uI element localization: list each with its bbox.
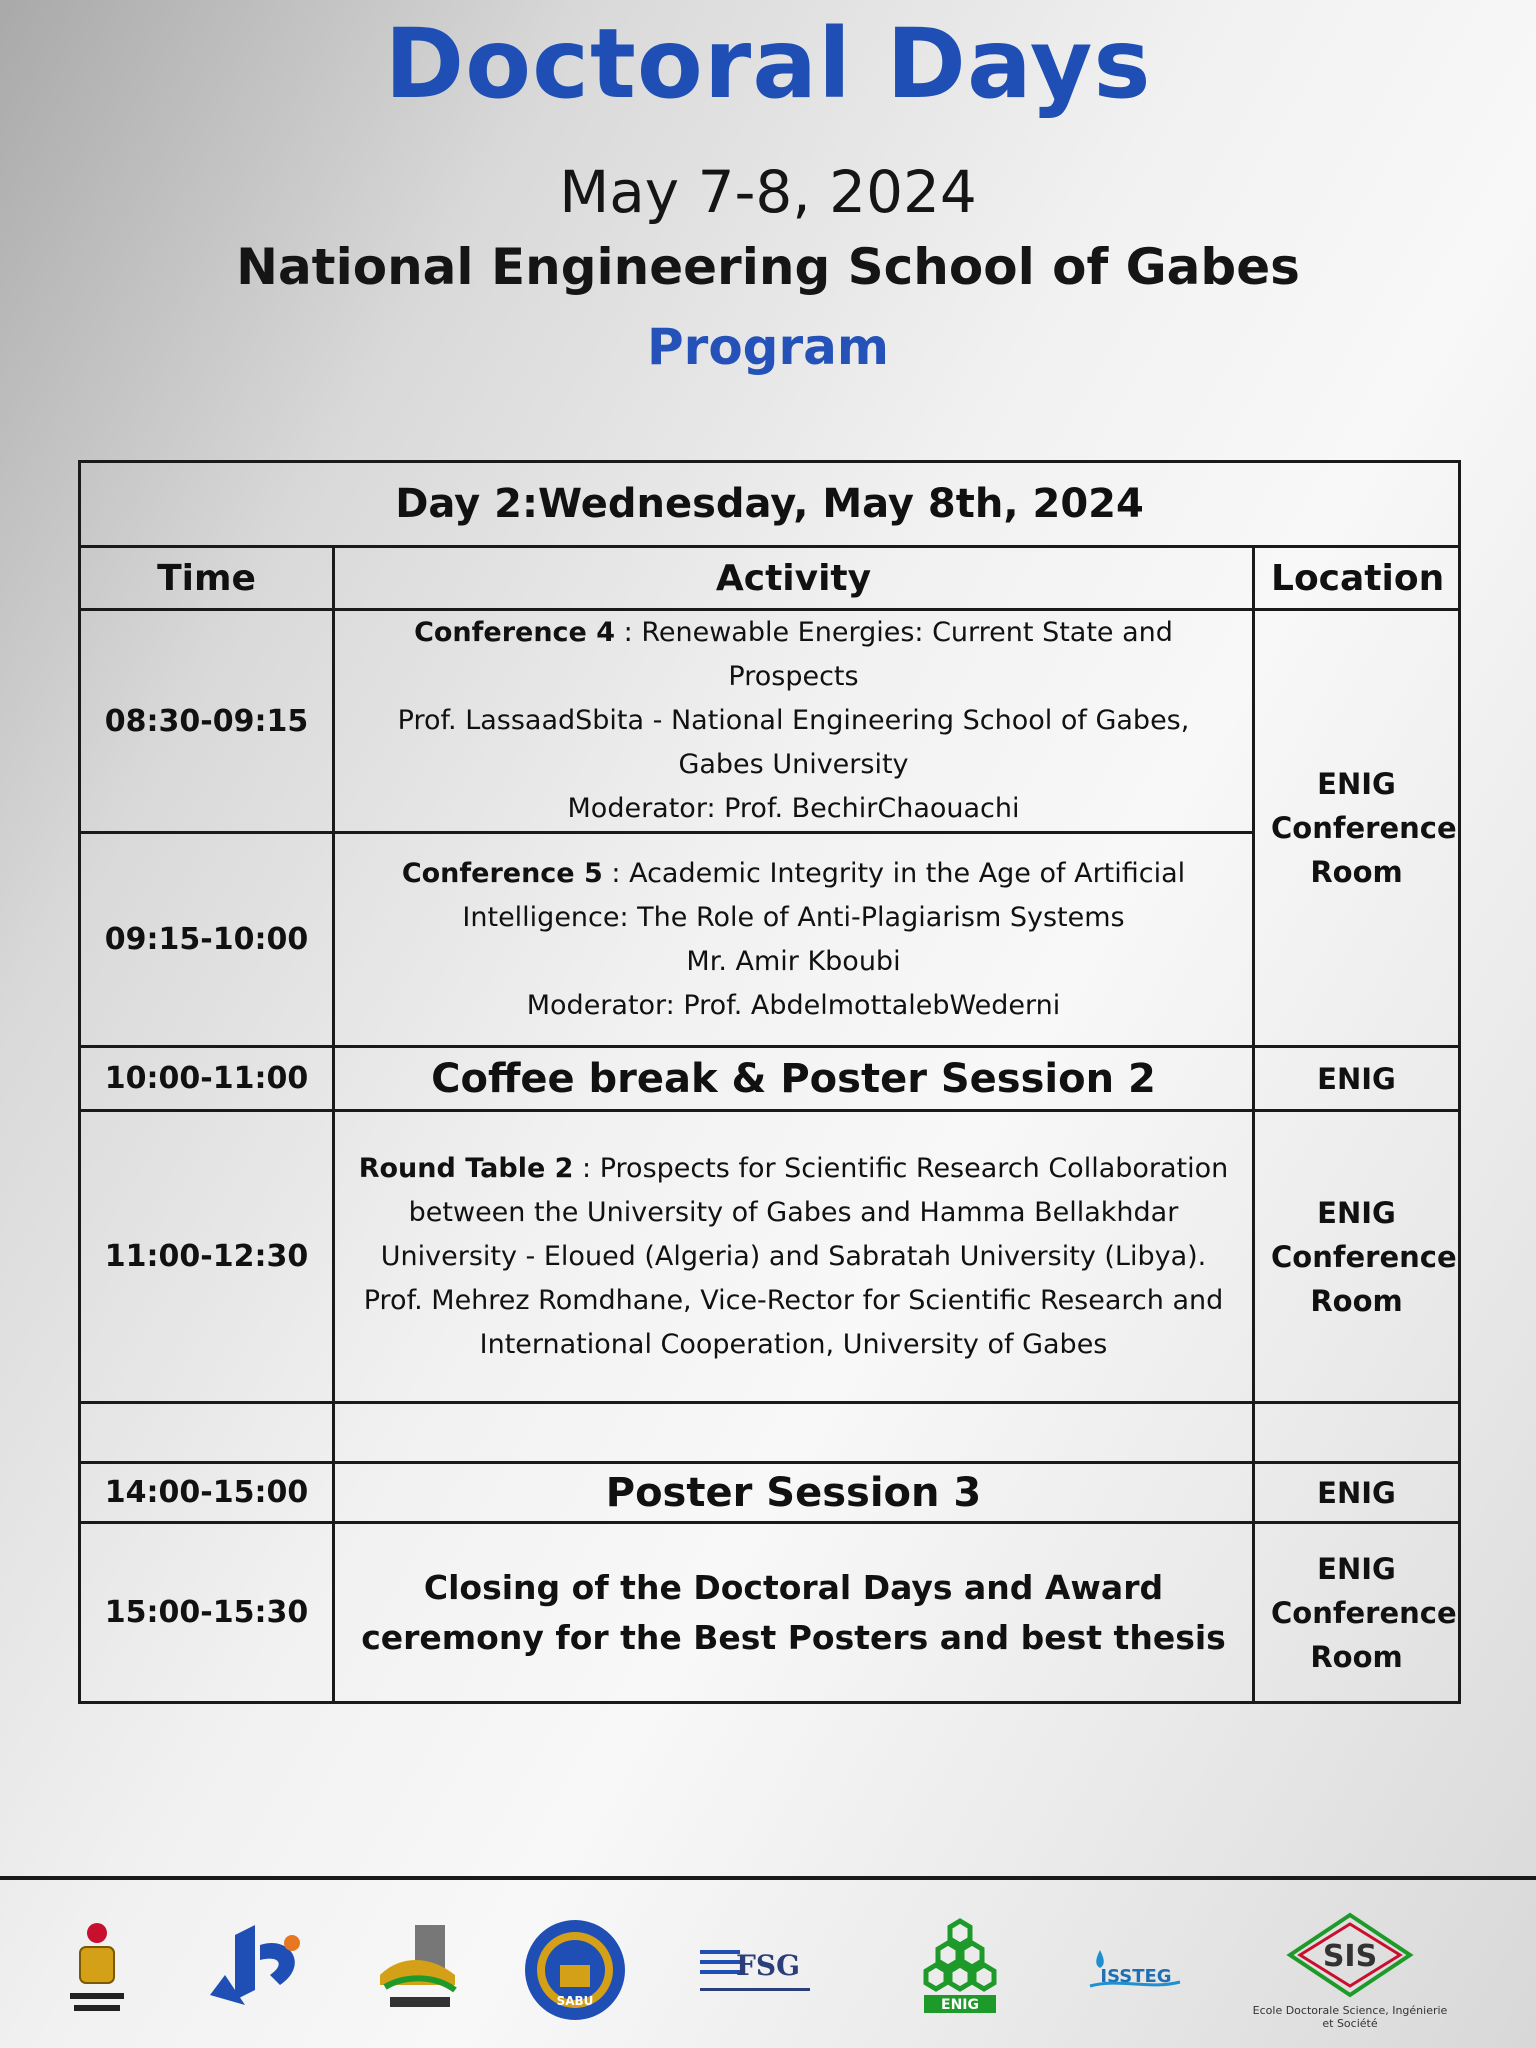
location-line: ENIG	[1317, 1195, 1396, 1230]
sabratah-university-logo	[520, 1900, 630, 2040]
location-line: Conference	[1271, 811, 1457, 845]
activity-cell	[334, 1111, 1254, 1403]
location-line: ENIG	[1317, 767, 1396, 801]
enig-text: ENIG	[941, 1997, 979, 2013]
table-row	[80, 1111, 1460, 1403]
empty-cell	[334, 1403, 1254, 1463]
issteg-text: ISSTEG	[1100, 1966, 1172, 1987]
time-cell: 15:00-15:30	[80, 1523, 334, 1703]
activity-moderator: Moderator: Prof. BechirChaouachi	[567, 793, 1020, 824]
column-header-activity: Activity	[334, 547, 1254, 610]
program-heading: Program	[647, 318, 889, 376]
partner-logos	[0, 1900, 1536, 2040]
university-el-oued-logo	[365, 1900, 475, 2040]
university-el-oued-emblem-icon	[370, 1915, 470, 2025]
time-cell: 09:15-10:00	[80, 833, 334, 1047]
time-cell: 14:00-15:00	[80, 1463, 334, 1523]
fsg-emblem-icon	[690, 1930, 820, 2010]
table-row	[80, 833, 1460, 1047]
location-line: Conference	[1271, 1595, 1457, 1630]
day-title: Day 2:Wednesday, May 8th, 2024	[80, 462, 1460, 547]
location-cell	[1254, 1111, 1460, 1403]
location-cell: ENIG	[1254, 1463, 1460, 1523]
activity-cell: Poster Session 3	[334, 1463, 1254, 1523]
time-cell: 08:30-09:15	[80, 610, 334, 833]
activity-topic: : Academic Integrity in the Age of Artificial Intelligence: The Role of Anti-Plagiarism Systems	[462, 857, 1186, 933]
time-cell: 10:00-11:00	[80, 1047, 334, 1111]
sis-text: SIS	[1322, 1939, 1378, 1974]
activity-cell	[334, 833, 1254, 1047]
activity-moderator: Moderator: Prof. AbdelmottalebWederni	[526, 989, 1061, 1021]
location-line: Room	[1310, 855, 1403, 889]
column-header-time: Time	[80, 547, 334, 610]
sabratah-seal-icon	[520, 1915, 630, 2025]
fsg-text: FSG	[735, 1949, 801, 1982]
event-date: May 7-8, 2024	[559, 158, 977, 226]
footer-divider	[0, 1876, 1536, 1880]
activity-title: Conference 5	[401, 857, 603, 889]
activity-topic: : Renewable Energies: Current State and Prospects	[615, 617, 1173, 692]
table-row	[80, 1047, 1460, 1111]
activity-title: Round Table 2	[358, 1152, 574, 1184]
column-header-row	[80, 547, 1460, 610]
column-header-location: Location	[1254, 547, 1460, 610]
school-name: National Engineering School of Gabes	[236, 238, 1300, 296]
empty-cell	[1254, 1403, 1460, 1463]
location-line: ENIG	[1317, 1551, 1396, 1586]
table-row	[80, 610, 1460, 833]
university-of-gabes-emblem-icon	[200, 1915, 320, 2025]
fsg-logo	[690, 1900, 820, 2040]
activity-speaker: Prof. Mehrez Romdhane, Vice-Rector for Scientific Research and International Cooperation, University of Gabes	[363, 1284, 1224, 1360]
issteg-emblem-icon	[1080, 1930, 1190, 2010]
activity-cell	[334, 610, 1254, 833]
enig-emblem-icon	[910, 1915, 1010, 2025]
day-row	[80, 462, 1460, 547]
location-line: Room	[1310, 1283, 1403, 1318]
enig-logo	[905, 1900, 1015, 2040]
activity-cell: Coffee break & Poster Session 2	[334, 1047, 1254, 1111]
activity-cell: Closing of the Doctoral Days and Award ceremony for the Best Posters and best thesis	[334, 1523, 1254, 1703]
ministry-emblem-icon	[62, 1915, 132, 2025]
table-row	[80, 1523, 1460, 1703]
location-cell	[1254, 1523, 1460, 1703]
empty-row	[80, 1403, 1460, 1463]
activity-title: Conference 4	[414, 617, 616, 648]
location-line: Room	[1310, 1639, 1403, 1674]
sis-logo	[1250, 1900, 1450, 2040]
activity-topic: : Prospects for Scientific Research Collaboration between the University of Gabes and Hamma Bellakhdar University - Eloued (Algeria) and Sabratah University (Libya).	[380, 1152, 1229, 1272]
table-row	[80, 1463, 1460, 1523]
page-title: Doctoral Days	[384, 8, 1152, 120]
location-line: Conference	[1271, 1239, 1457, 1274]
location-cell: ENIG	[1254, 1047, 1460, 1111]
issteg-logo	[1080, 1900, 1190, 2040]
location-cell	[1254, 610, 1460, 1047]
sis-emblem-icon	[1280, 1910, 1420, 2000]
program-table	[78, 460, 1461, 1704]
empty-cell	[80, 1403, 334, 1463]
university-of-gabes-logo	[195, 1900, 325, 2040]
activity-speaker: Mr. Amir Kboubi	[686, 945, 901, 977]
sis-caption: Ecole Doctorale Science, Ingénierie et Société	[1252, 2004, 1448, 2030]
ministry-logo	[52, 1900, 142, 2040]
time-cell: 11:00-12:30	[80, 1111, 334, 1403]
sabratah-text: SABU	[556, 1994, 594, 2008]
activity-speaker: Prof. LassaadSbita - National Engineering School of Gabes, Gabes University	[397, 705, 1190, 780]
